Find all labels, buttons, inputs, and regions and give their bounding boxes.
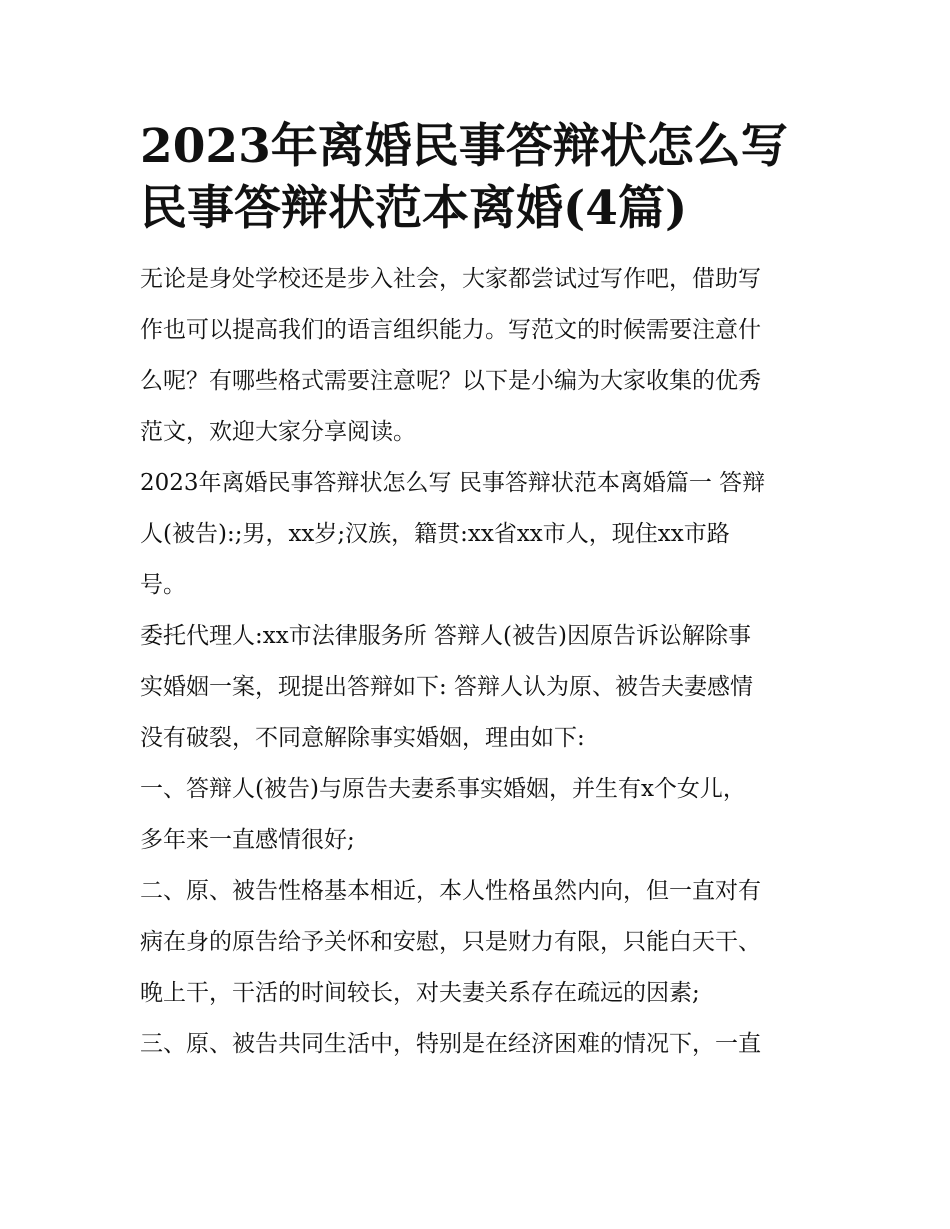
text-line: 范文，欢迎大家分享阅读。 [140,419,416,445]
paragraph-respondent [140,458,815,611]
text-line: 二、原、被告性格基本相近，本人性格虽然内向，但一直对有 [140,878,761,904]
text-line: 三、原、被告共同生活中，特别是在经济困难的情况下，一直 [140,1031,761,1057]
paragraph-intro [140,254,815,458]
title-line-1: 2023年离婚民事答辩状怎么写 [140,119,788,174]
document-page [140,116,815,1070]
title-line-2: 民事答辩状范本离婚(4篇) [140,181,688,236]
text-line: 实婚姻一案，现提出答辩如下: 答辩人认为原、被告夫妻感情 [140,674,754,700]
text-line: 号。 [140,572,186,598]
text-line: 人(被告):;男，xx岁;汉族，籍贯:xx省xx市人，现住xx市路 [140,521,730,547]
text-line: 没有破裂，不同意解除事实婚姻，理由如下: [140,725,585,751]
paragraph-reason-1 [140,764,815,866]
text-line: 作也可以提高我们的语言组织能力。写范文的时候需要注意什 [140,317,761,343]
text-line: 无论是身处学校还是步入社会，大家都尝试过写作吧，借助写 [140,266,761,292]
paragraph-agent [140,611,815,764]
text-line: 么呢？有哪些格式需要注意呢？以下是小编为大家收集的优秀 [140,368,761,394]
paragraph-reason-3 [140,1019,815,1070]
text-line: 病在身的原告给予关怀和安慰，只是财力有限，只能白天干、 [140,929,761,955]
text-line: 委托代理人:xx市法律服务所 答辩人(被告)因原告诉讼解除事 [140,623,751,649]
text-line: 多年来一直感情很好; [140,827,355,853]
text-line: 2023年离婚民事答辩状怎么写 民事答辩状范本离婚篇一 答辩 [140,470,766,496]
text-line: 晚上干，干活的时间较长，对夫妻关系存在疏远的因素; [140,980,700,1006]
document-title [140,116,815,240]
paragraph-reason-2 [140,866,815,1019]
text-line: 一、答辩人(被告)与原告夫妻系事实婚姻，并生有x个女儿， [140,776,746,802]
